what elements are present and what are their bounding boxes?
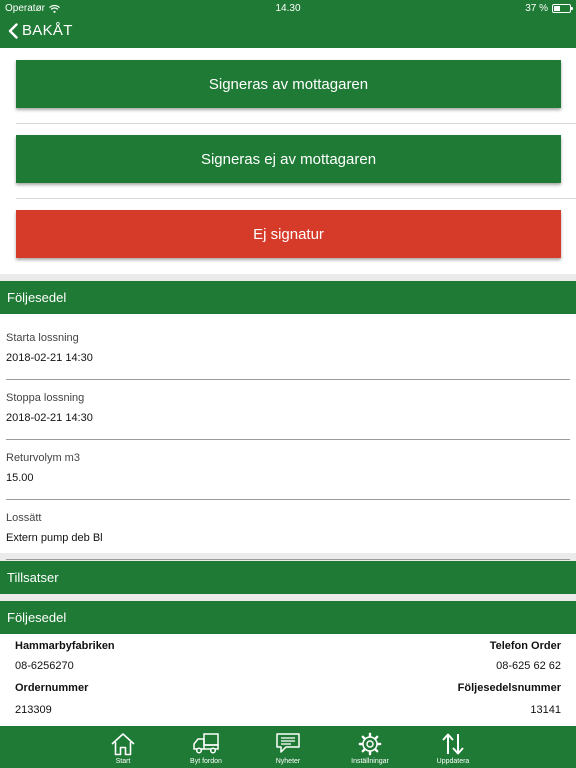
tab-label: Byt fordon xyxy=(190,758,222,765)
battery-fill xyxy=(554,6,560,11)
status-time: 14.30 xyxy=(275,3,301,14)
phone-order-label: Telefon Order xyxy=(489,640,561,652)
battery-icon xyxy=(552,4,571,13)
phone-order-value: 08-625 62 62 xyxy=(496,660,561,672)
signed-by-recipient-button[interactable]: Signeras av mottagaren xyxy=(16,60,561,108)
tab-change-vehicle[interactable] xyxy=(163,726,249,768)
tab-start[interactable] xyxy=(80,726,166,768)
field-value: Extern pump deb Bl xyxy=(6,532,103,544)
info-row xyxy=(15,640,561,652)
stop-unloading-field[interactable] xyxy=(6,380,570,440)
field-value: 15.00 xyxy=(6,472,34,484)
delivery-note-form xyxy=(0,314,576,553)
carrier-name: Operatør xyxy=(5,3,46,14)
home-icon xyxy=(110,732,136,756)
tab-label: Uppdatera xyxy=(436,758,470,765)
field-label: Starta lossning xyxy=(6,332,79,344)
unloading-method-field[interactable] xyxy=(6,500,570,560)
info-row xyxy=(15,660,561,672)
tab-label: Start xyxy=(115,758,131,765)
sync-arrows-icon xyxy=(440,732,466,756)
divider xyxy=(16,123,576,124)
battery-indicator xyxy=(525,3,571,14)
field-label: Lossätt xyxy=(6,512,42,524)
field-label: Returvolym m3 xyxy=(6,452,80,464)
signature-actions xyxy=(0,48,576,274)
tab-label: Nyheter xyxy=(275,758,301,765)
chevron-left-icon xyxy=(8,23,18,39)
tab-settings[interactable] xyxy=(327,726,413,768)
return-volume-field[interactable] xyxy=(6,440,570,500)
delivery-note-number-label: Följesedelsnummer xyxy=(457,682,561,694)
battery-percent: 37 % xyxy=(525,3,548,14)
truck-icon xyxy=(192,732,220,754)
factory-phone: 08-6256270 xyxy=(15,660,74,672)
field-value: 2018-02-21 14:30 xyxy=(6,412,93,424)
tab-bar xyxy=(0,726,576,768)
start-unloading-field[interactable] xyxy=(6,320,570,380)
order-number-value: 213309 xyxy=(15,704,52,716)
field-label: Stoppa lossning xyxy=(6,392,85,404)
info-row xyxy=(15,682,561,694)
not-signed-by-recipient-button[interactable]: Signeras ej av mottagaren xyxy=(16,135,561,183)
divider xyxy=(16,198,576,199)
section-header-foljesedel: Följesedel xyxy=(0,281,576,314)
order-number-label: Ordernummer xyxy=(15,682,89,694)
gear-icon xyxy=(358,732,382,756)
info-row xyxy=(15,704,561,716)
no-signature-button[interactable]: Ej signatur xyxy=(16,210,561,258)
delivery-note-number-value: 13141 xyxy=(530,704,561,716)
delivery-note-info xyxy=(0,634,576,726)
field-value: 2018-02-21 14:30 xyxy=(6,352,93,364)
factory-name: Hammarbyfabriken xyxy=(15,640,115,652)
section-header-tillsatser[interactable]: Tillsatser xyxy=(0,561,576,594)
tab-label: Inställningar xyxy=(351,758,389,765)
status-bar xyxy=(0,0,576,18)
field-underline xyxy=(6,559,570,560)
section-header-foljesedel-info: Följesedel xyxy=(0,601,576,634)
back-button[interactable] xyxy=(8,22,73,39)
navigation-bar xyxy=(0,18,576,48)
back-label: BAKÅT xyxy=(22,22,73,39)
message-icon xyxy=(275,732,301,754)
tab-update[interactable] xyxy=(410,726,496,768)
tab-news[interactable] xyxy=(245,726,331,768)
